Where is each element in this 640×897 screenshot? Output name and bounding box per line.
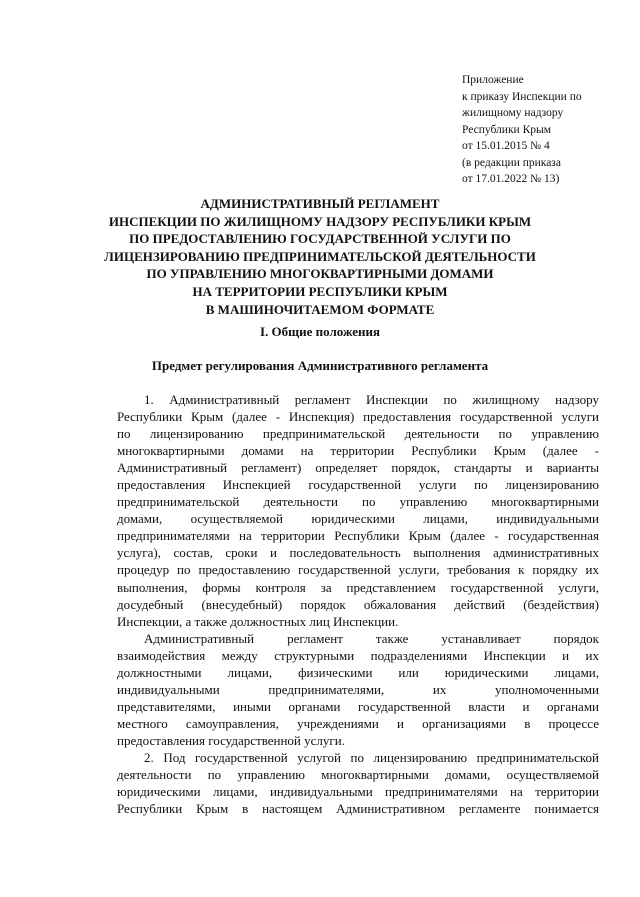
text-line: представителями, иными органами государственной власти и органами [117, 698, 599, 714]
title-line: ЛИЦЕНЗИРОВАНИЮ ПРЕДПРИНИМАТЕЛЬСКОЙ ДЕЯТЕЛЬНОСТИ [104, 248, 536, 264]
title-line: В МАШИНОЧИТАЕМОМ ФОРМАТЕ [205, 301, 435, 317]
text-line: услуга), состав, сроки и последовательность выполнения административных [117, 545, 599, 561]
text-line: досудебный (внесудебный) порядок обжалования действий (бездействия) [117, 596, 599, 612]
title-line: ПО УПРАВЛЕНИЮ МНОГОКВАРТИРНЫМИ ДОМАМИ [146, 266, 494, 282]
text-line: по лицензированию предпринимательской деятельности по управлению [117, 426, 599, 442]
text-line: предпринимательской деятельности по управлению многоквартирными [117, 494, 599, 510]
text-line: многоквартирными домами на территории Республики Крым (далее - [117, 443, 599, 459]
text-line: выполнения, формы контроля за представлением государственной услуги, [117, 579, 599, 595]
text-line: Республики Крым (далее - Инспекция) предоставления государственной услуги [117, 409, 599, 425]
appendix-line: Приложение [462, 74, 524, 86]
text-line: должностными лицами, физическими или юридическими лицами, [117, 664, 599, 680]
body-text [117, 391, 599, 817]
text-line: деятельности по управлению многоквартирными домами, осуществляемой [117, 767, 599, 783]
title-line: АДМИНИСТРАТИВНЫЙ РЕГЛАМЕНТ [200, 196, 440, 211]
text-line: домами, осуществляемой юридическими лицами, индивидуальными [117, 511, 599, 527]
appendix-block [462, 72, 622, 188]
text-line: индивидуальными предпринимателями, их уполномоченными [117, 681, 599, 697]
appendix-line: (в редакции приказа [462, 156, 561, 169]
text-line: Инспекции, а также должностных лиц Инспекции. [117, 613, 399, 629]
title-line: НА ТЕРРИТОРИИ РЕСПУБЛИКИ КРЫМ [192, 283, 448, 299]
appendix-line: от 15.01.2015 № 4 [462, 140, 550, 152]
paragraph-2 [117, 630, 599, 749]
appendix-line: к приказу Инспекции по [462, 90, 582, 103]
document-title [100, 195, 540, 318]
text-line: 2. Под государственной услугой по лицензированию предпринимательской [144, 749, 599, 765]
paragraph-1 [117, 391, 599, 630]
paragraph-3 [117, 749, 599, 817]
appendix-line: Республики Крым [462, 123, 551, 136]
text-line: предпринимателями на территории Республики Крым (далее - государственная [117, 528, 599, 544]
text-line: местного самоуправления, учреждениями и организациями в процессе [117, 715, 599, 731]
title-line: ИНСПЕКЦИИ ПО ЖИЛИЩНОМУ НАДЗОРУ РЕСПУБЛИКИ КРЫМ [108, 213, 532, 229]
text-line: предоставления Инспекцией государственной услуги по лицензированию [117, 477, 599, 493]
text-line: предоставления государственной услуги. [117, 732, 345, 748]
appendix-line: жилищному надзору [462, 107, 564, 119]
text-line: взаимодействия между структурными подразделениями Инспекции и их [117, 647, 599, 663]
section-heading: I. Общие положения [260, 324, 380, 339]
text-line: Административный регламент) определяет порядок, стандарты и варианты [117, 460, 599, 476]
text-line: процедур по предоставлению государственной услуги, требования к порядку их [117, 562, 599, 578]
subsection-heading: Предмет регулирования Административного регламента [151, 358, 489, 373]
text-line: юридическими лицами, индивидуальными предпринимателями на территории [117, 784, 599, 800]
text-line: Административный регламент также устанавливает порядок [144, 630, 599, 646]
text-line: 1. Административный регламент Инспекции по жилищному надзору [144, 392, 599, 407]
appendix-line: от 17.01.2022 № 13) [462, 173, 560, 185]
text-line: Республики Крым в настоящем Административном регламенте понимается [117, 801, 599, 817]
title-line: ПО ПРЕДОСТАВЛЕНИЮ ГОСУДАРСТВЕННОЙ УСЛУГИ ПО [129, 231, 511, 247]
